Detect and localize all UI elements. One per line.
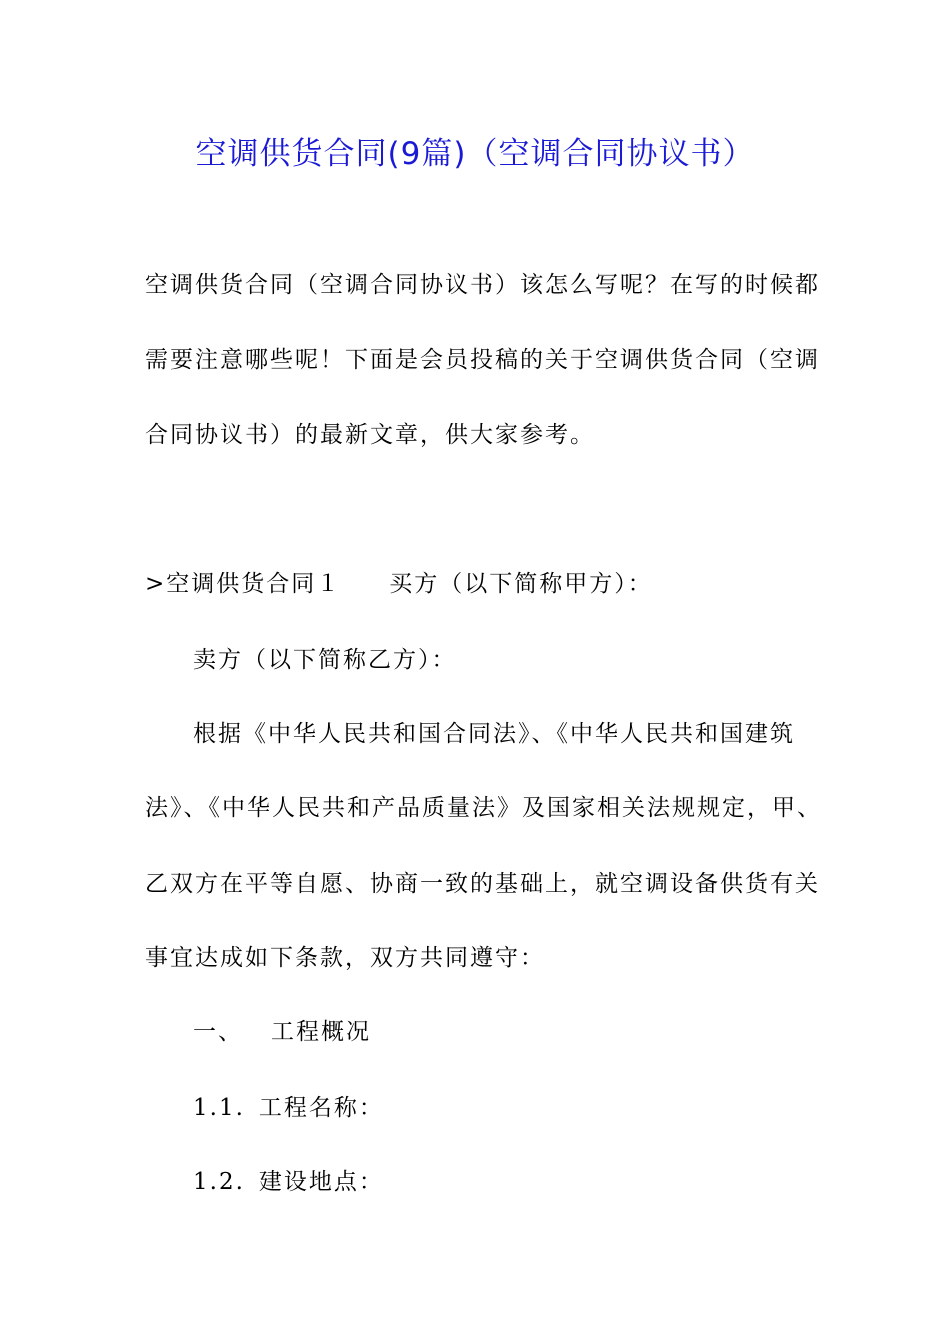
section-heading-row xyxy=(145,569,653,599)
basis-line-3: 乙双方在平等自愿、协商一致的基础上，就空调设备供货有关 xyxy=(145,871,820,897)
intro-line-2: 需要注意哪些呢！下面是会员投稿的关于空调供货合同（空调 xyxy=(145,347,820,373)
clause-1-title: 工程概况 xyxy=(271,1019,371,1045)
item-1-1-label: 工程名称： xyxy=(258,1095,384,1121)
clause-1-heading xyxy=(193,1017,371,1047)
section-heading: >空调供货合同１ xyxy=(145,571,342,597)
item-1-2-label: 建设地点： xyxy=(258,1169,384,1195)
basis-line-2: 法》、《中华人民共和产品质量法》及国家相关法规规定，甲、 xyxy=(145,795,822,821)
basis-line-1: 根据《中华人民共和国合同法》、《中华人民共和国建筑 xyxy=(193,721,795,747)
clause-1-number: 一、 xyxy=(193,1019,243,1045)
item-1-1 xyxy=(193,1093,384,1123)
item-1-1-number: 1.1. xyxy=(193,1095,245,1121)
intro-line-3: 合同协议书）的最新文章，供大家参考。 xyxy=(145,422,595,448)
item-1-2-number: 1.2. xyxy=(193,1169,245,1195)
seller-line: 卖方（以下简称乙方）： xyxy=(193,647,457,673)
buyer-line: 买方（以下简称甲方）： xyxy=(389,571,653,597)
item-1-2 xyxy=(193,1167,384,1197)
document-title: 空调供货合同(9篇)（空调合同协议书） xyxy=(195,136,755,172)
intro-line-1: 空调供货合同（空调合同协议书）该怎么写呢？在写的时候都 xyxy=(145,272,820,298)
basis-line-4: 事宜达成如下条款，双方共同遵守： xyxy=(145,945,545,971)
